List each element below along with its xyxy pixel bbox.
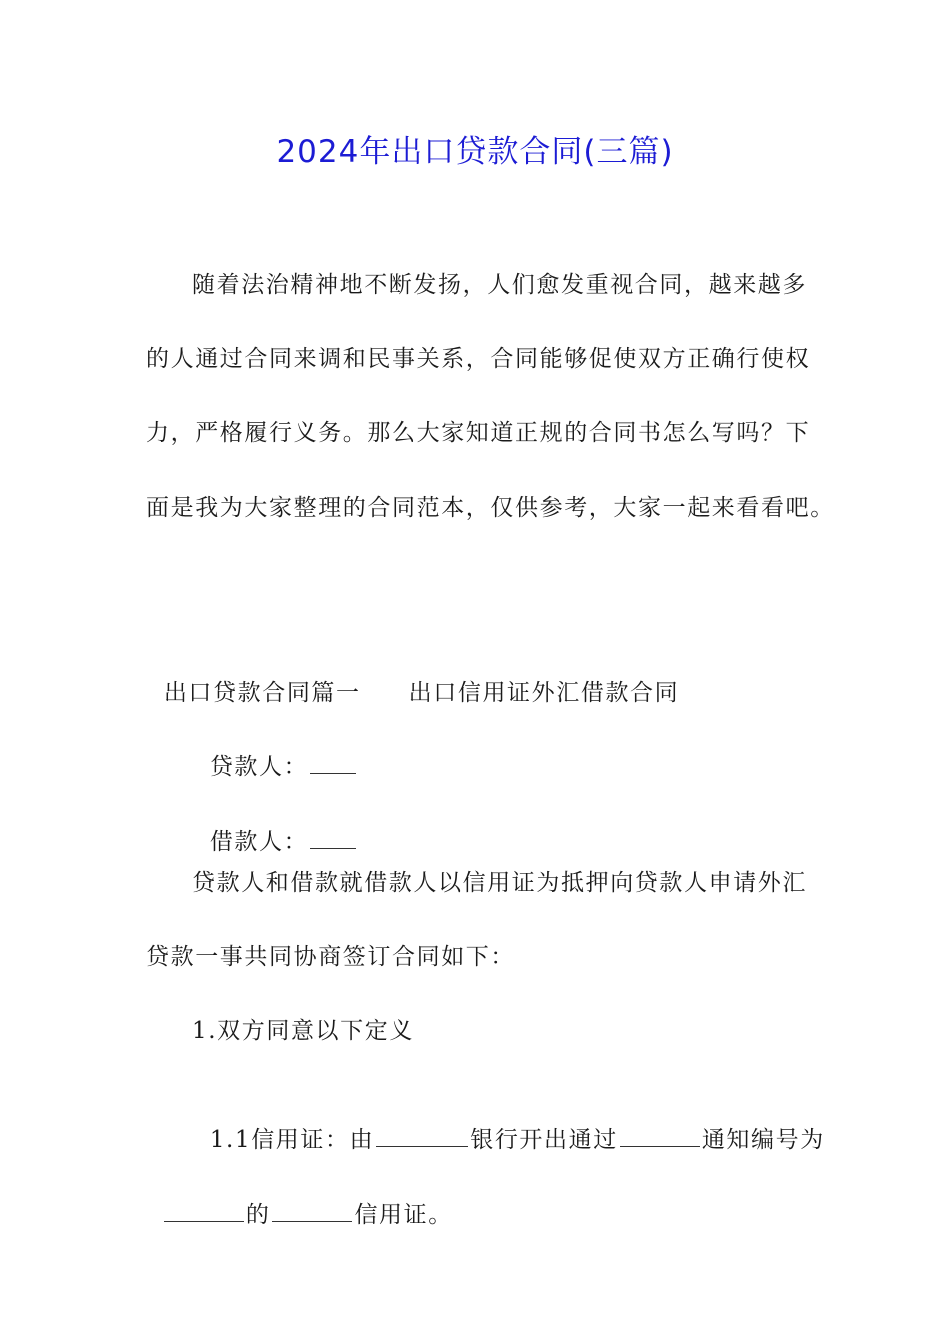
borrower-blank[interactable] [310,828,356,849]
lender-label: 贷款人： [209,754,309,780]
credit-number-blank[interactable] [164,1201,244,1222]
intro-line-4: 面是我为大家整理的合同范本，仅供参考，大家一起来看看吧。 [146,495,835,521]
borrower-line [192,791,358,859]
clause-1-1-line-1 [192,1089,825,1157]
agreement-line-2: 贷款一事共同协商签订合同如下： [146,944,515,970]
borrower-label: 借款人： [209,829,309,855]
clause-1-1-lead: 1.1信用证：由 [209,1127,375,1153]
credit-type-blank[interactable] [272,1201,352,1222]
agreement-line-1: 贷款人和借款就借款人以信用证为抵押向贷款人申请外汇 [192,870,807,896]
clause-1-1-part2: 银行开出通过 [470,1127,618,1153]
section-heading: 出口贷款合同篇一 [163,680,361,706]
section-heading-row [146,642,679,710]
issuing-bank-blank[interactable] [376,1126,468,1147]
intro-line-2: 的人通过合同来调和民事关系，合同能够促使双方正确行使权 [146,346,811,372]
clause-1-1-line-2 [146,1164,453,1232]
intro-line-1: 随着法治精神地不断发扬，人们愈发重视合同，越来越多 [192,272,807,298]
section-subheading: 出口信用证外汇借款合同 [408,680,680,706]
document-title: 2024年出口贷款合同(三篇) [276,134,674,170]
clause-1-1-part3: 通知编号为 [701,1127,825,1153]
clause-1-1-part5: 信用证。 [354,1202,453,1228]
lender-blank[interactable] [310,753,356,774]
intro-line-3: 力，严格履行义务。那么大家知道正规的合同书怎么写吗？下 [146,420,811,446]
lender-line [192,716,358,784]
clause-1-1-part4: 的 [245,1202,271,1228]
clause-1: 1.双方同意以下定义 [192,1018,414,1044]
advising-bank-blank[interactable] [620,1126,700,1147]
